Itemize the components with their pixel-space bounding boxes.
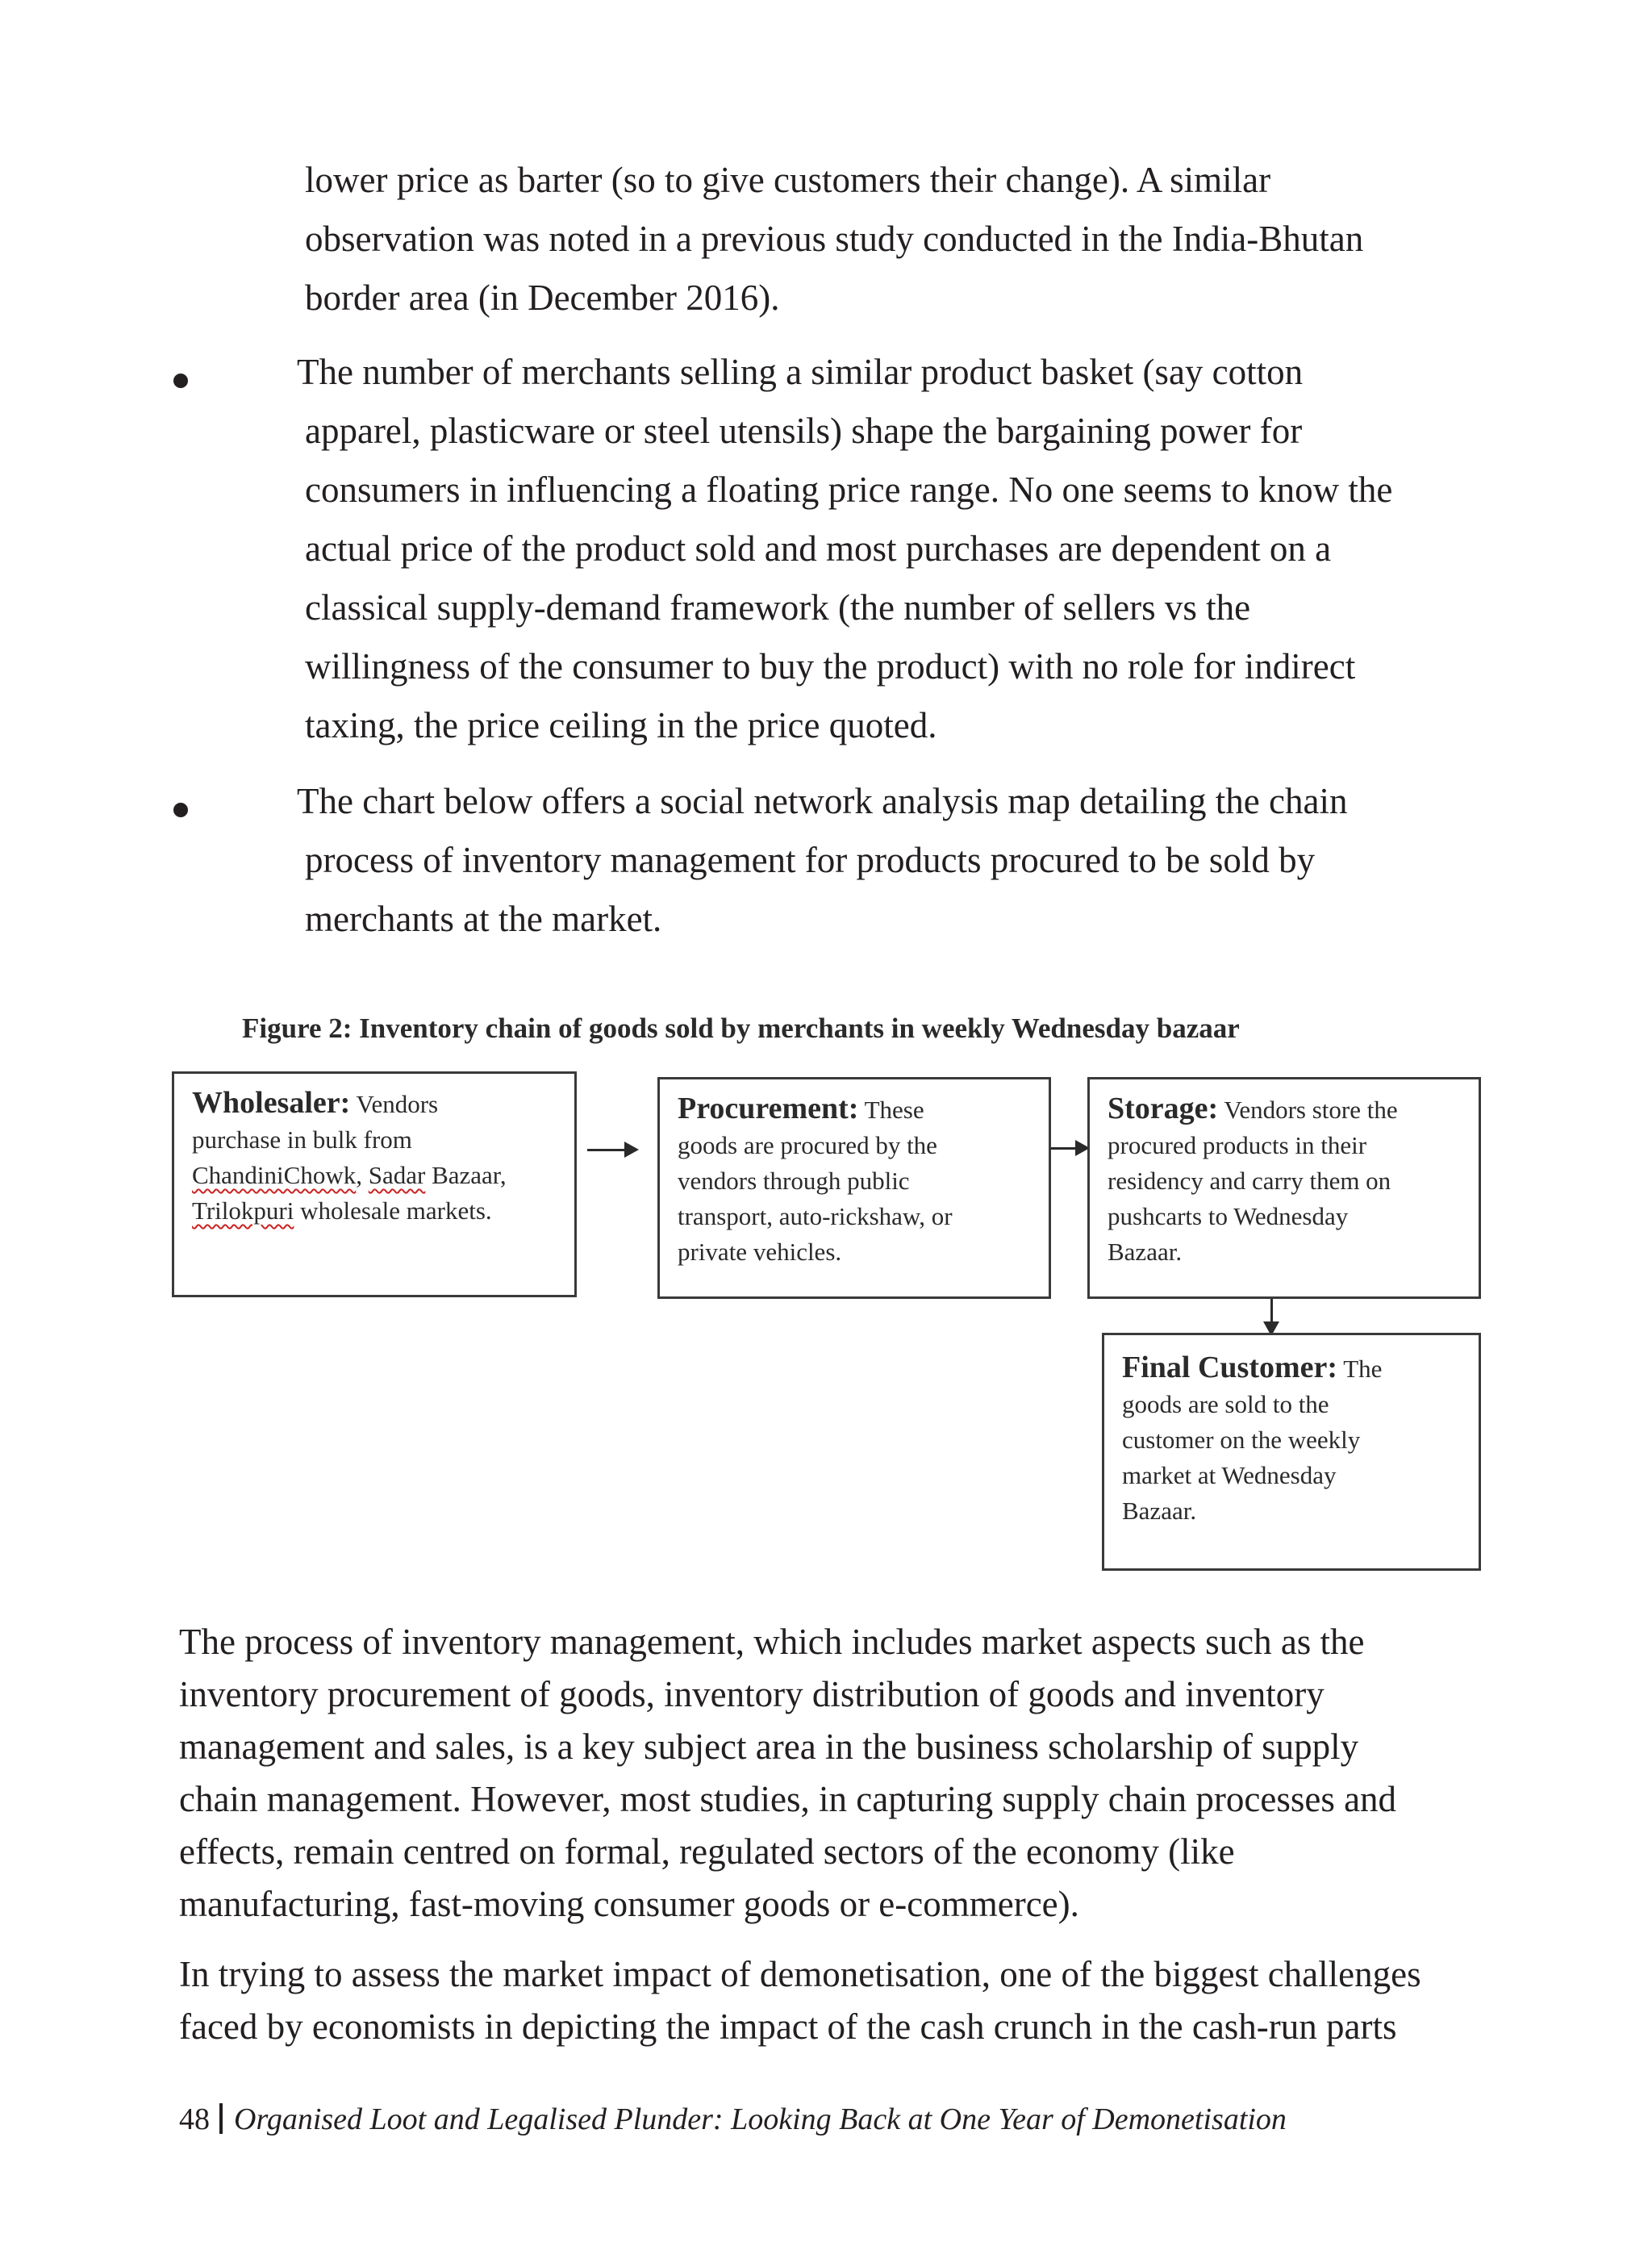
wholesaler-text: purchase in bulk from (192, 1125, 412, 1154)
bullet-dot (173, 374, 188, 388)
place-sadar: Sadar (368, 1161, 426, 1189)
final-customer-text: Bazaar. (1122, 1497, 1197, 1525)
text-line: process of inventory management for products procured to be sold by (305, 840, 1316, 880)
procurement-text: vendors through public (678, 1167, 910, 1195)
final-customer-text: goods are sold to the (1122, 1390, 1329, 1418)
wholesaler-heading: Wholesaler: (192, 1086, 351, 1120)
text-line: inventory procurement of goods, inventory distribution of goods and inventory (179, 1674, 1325, 1714)
final-customer-text: market at Wednesday (1122, 1461, 1337, 1489)
place-chandinichowk: ChandiniChowk (192, 1161, 357, 1189)
procurement-text: private vehicles. (678, 1238, 842, 1266)
place-trilokpuri: Trilokpuri (192, 1196, 294, 1225)
storage-text: pushcarts to Wednesday (1108, 1202, 1349, 1230)
wholesaler-text: Bazaar, (425, 1161, 507, 1189)
book-title: Organised Loot and Legalised Plunder: Looking Back at One Year of Demonetisation (234, 2102, 1287, 2136)
final-customer-text: customer on the weekly (1122, 1426, 1361, 1454)
wholesaler-text: wholesale markets. (294, 1196, 492, 1225)
text-line: taxing, the price ceiling in the price quoted. (305, 705, 937, 745)
text-line: consumers in influencing a floating price range. No one seems to know the (305, 470, 1393, 510)
continued-paragraph (305, 151, 1478, 328)
storage-text: Bazaar. (1108, 1238, 1183, 1266)
text-line: faced by economists in depicting the impact of the cash crunch in the cash-run parts (179, 2006, 1397, 2047)
text-line: lower price as barter (so to give customers their change). A similar (305, 160, 1271, 200)
procurement-heading: Procurement: (678, 1092, 859, 1125)
storage-text: Vendors store the (1224, 1096, 1398, 1124)
text-line: manufacturing, fast-moving consumer goods or e-commerce). (179, 1884, 1079, 1924)
text-line: effects, remain centred on formal, regulated sectors of the economy (like (179, 1831, 1235, 1872)
storage-text: procured products in their (1108, 1131, 1367, 1159)
text-line: apparel, plasticware or steel utensils) shape the bargaining power for (305, 411, 1303, 451)
page-number: 48 (179, 2102, 210, 2136)
text-line: chain management. However, most studies, in capturing supply chain processes and (179, 1779, 1397, 1819)
procurement-text: transport, auto-rickshaw, or (678, 1202, 953, 1230)
wholesaler-text: Vendors (356, 1090, 439, 1118)
text-line: The process of inventory management, which includes market aspects such as the (179, 1622, 1365, 1662)
text-line: The number of merchants selling a similar product basket (say cotton (297, 352, 1304, 392)
figure-title: Figure 2: Inventory chain of goods sold by merchants in weekly Wednesday bazaar (242, 1012, 1240, 1044)
text-line: willingness of the consumer to buy the product) with no role for indirect (305, 646, 1356, 687)
bullet-dot (173, 803, 188, 817)
procurement-text: These (864, 1096, 924, 1124)
body-paragraph-inventory (179, 1616, 1478, 1931)
text-line: The chart below offers a social network analysis map detailing the chain (297, 781, 1348, 821)
final-customer-heading: Final Customer: (1122, 1351, 1338, 1384)
text-line: merchants at the market. (305, 899, 662, 939)
page-footer (179, 2099, 1287, 2140)
bullet-item-chart (297, 772, 1478, 949)
text-line: observation was noted in a previous study conducted in the India-Bhutan (305, 219, 1364, 259)
text-line: border area (in December 2016). (305, 278, 780, 318)
body-paragraph-demonetisation (179, 1948, 1478, 2053)
arrow-right-icon (1051, 1147, 1087, 1150)
text-line: actual price of the product sold and most purchases are dependent on a (305, 528, 1332, 569)
storage-heading: Storage: (1108, 1092, 1219, 1125)
final-customer-text: The (1343, 1355, 1383, 1383)
text-line: In trying to assess the market impact of demonetisation, one of the biggest challenges (179, 1954, 1421, 1994)
arrow-right-icon (587, 1149, 636, 1151)
procurement-text: goods are procured by the (678, 1131, 937, 1159)
bullet-item-merchants (297, 343, 1478, 755)
arrow-down-icon (1270, 1299, 1273, 1333)
text-line: classical supply-demand framework (the number of sellers vs the (305, 587, 1251, 628)
final-customer-box (1102, 1333, 1481, 1571)
footer-separator (219, 2103, 223, 2134)
storage-text: residency and carry them on (1108, 1167, 1391, 1195)
procurement-box (657, 1077, 1051, 1299)
separator-text: , (356, 1161, 369, 1189)
text-line: management and sales, is a key subject area in the business scholarship of supply (179, 1726, 1359, 1767)
wholesaler-box (172, 1071, 577, 1297)
storage-box (1087, 1077, 1481, 1299)
